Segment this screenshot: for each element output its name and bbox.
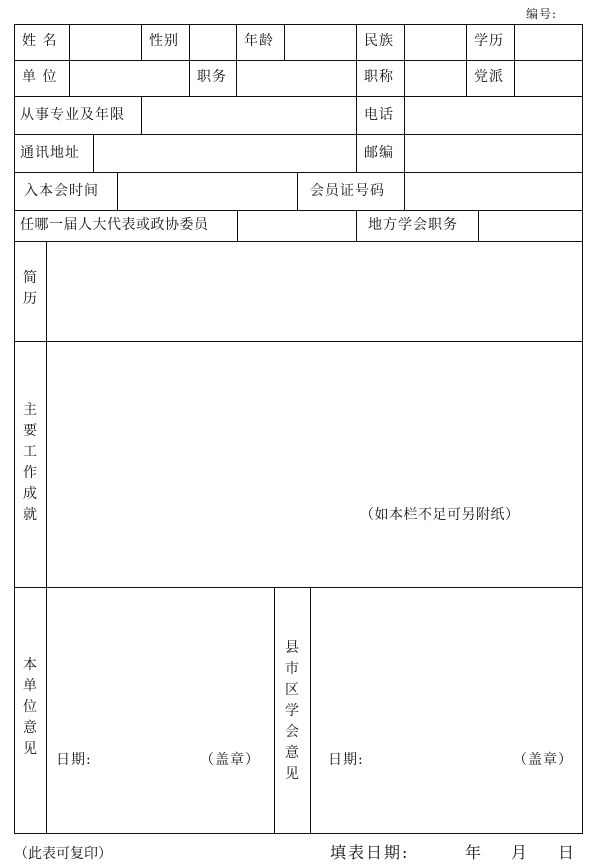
position-label: 职务 — [197, 69, 227, 85]
opinion-split-v1 — [274, 587, 275, 834]
fill-date-day: 日 — [558, 843, 577, 862]
party-label: 党派 — [474, 69, 504, 85]
county-opinion-label: 县市区学会意见 — [285, 640, 299, 782]
resume-label: 简历 — [23, 270, 37, 307]
fill-date-label: 填表日期: — [330, 843, 410, 862]
title-field[interactable] — [405, 61, 465, 95]
r5-v2 — [297, 172, 298, 210]
name-label: 姓 名 — [22, 33, 58, 49]
border-bottom — [14, 833, 583, 834]
r2-v2 — [189, 60, 190, 96]
unit-opinion-date: 日期: — [56, 752, 92, 768]
major-years-label: 从事专业及年限 — [20, 107, 125, 123]
r1-v6 — [356, 24, 357, 60]
join-time-label: 入本会时间 — [24, 183, 99, 199]
deputy-field[interactable] — [238, 211, 355, 240]
phone-label: 电话 — [364, 107, 394, 123]
name-field[interactable] — [70, 25, 140, 59]
achievements-field[interactable] — [47, 342, 581, 586]
fill-date-year: 年 — [465, 843, 484, 862]
r1-v8 — [466, 24, 467, 60]
gender-field[interactable] — [190, 25, 235, 59]
r6-v2 — [356, 210, 357, 241]
major-years-field[interactable] — [142, 97, 355, 133]
education-field[interactable] — [515, 25, 581, 59]
party-field[interactable] — [515, 61, 581, 95]
position-field[interactable] — [237, 61, 355, 95]
r2-v4 — [356, 60, 357, 96]
gender-label: 性别 — [149, 33, 179, 49]
unit-opinion-seal: （盖章） — [200, 752, 260, 768]
address-field[interactable] — [94, 135, 355, 171]
border-right — [582, 24, 583, 834]
r4-v2 — [356, 134, 357, 172]
age-field[interactable] — [285, 25, 355, 59]
copy-note: （此表可复印） — [14, 846, 112, 862]
join-time-field[interactable] — [118, 173, 296, 209]
ethnicity-field[interactable] — [405, 25, 465, 59]
unit-opinion-field[interactable] — [47, 588, 273, 832]
ethnicity-label: 民族 — [364, 33, 394, 49]
postcode-label: 邮编 — [364, 145, 394, 161]
member-no-field[interactable] — [405, 173, 581, 209]
r3-v2 — [356, 96, 357, 134]
unit-label: 单 位 — [22, 69, 58, 85]
local-post-field[interactable] — [479, 211, 581, 240]
border-left — [14, 24, 15, 834]
deputy-label: 任哪一届人大代表或政协委员 — [20, 217, 209, 233]
address-label: 通讯地址 — [20, 145, 80, 161]
member-no-label: 会员证号码 — [310, 183, 385, 199]
resume-field[interactable] — [47, 242, 581, 340]
county-opinion-date: 日期: — [328, 752, 364, 768]
achievements-note: （如本栏不足可另附纸） — [360, 507, 520, 523]
postcode-field[interactable] — [405, 135, 581, 171]
county-opinion-seal: （盖章） — [513, 752, 573, 768]
r1-v4 — [236, 24, 237, 60]
achievements-label: 主要工作成就 — [23, 402, 37, 523]
unit-field[interactable] — [70, 61, 188, 95]
age-label: 年龄 — [244, 33, 274, 49]
county-opinion-field[interactable] — [311, 588, 581, 832]
local-post-label: 地方学会职务 — [368, 217, 458, 233]
education-label: 学历 — [474, 33, 504, 49]
phone-field[interactable] — [405, 97, 581, 133]
title-label: 职称 — [364, 69, 394, 85]
unit-opinion-label: 本单位意见 — [23, 657, 37, 757]
r2-v6 — [466, 60, 467, 96]
serial-label: 编号: — [526, 7, 558, 21]
fill-date-month: 月 — [511, 843, 530, 862]
r1-v2 — [141, 24, 142, 60]
